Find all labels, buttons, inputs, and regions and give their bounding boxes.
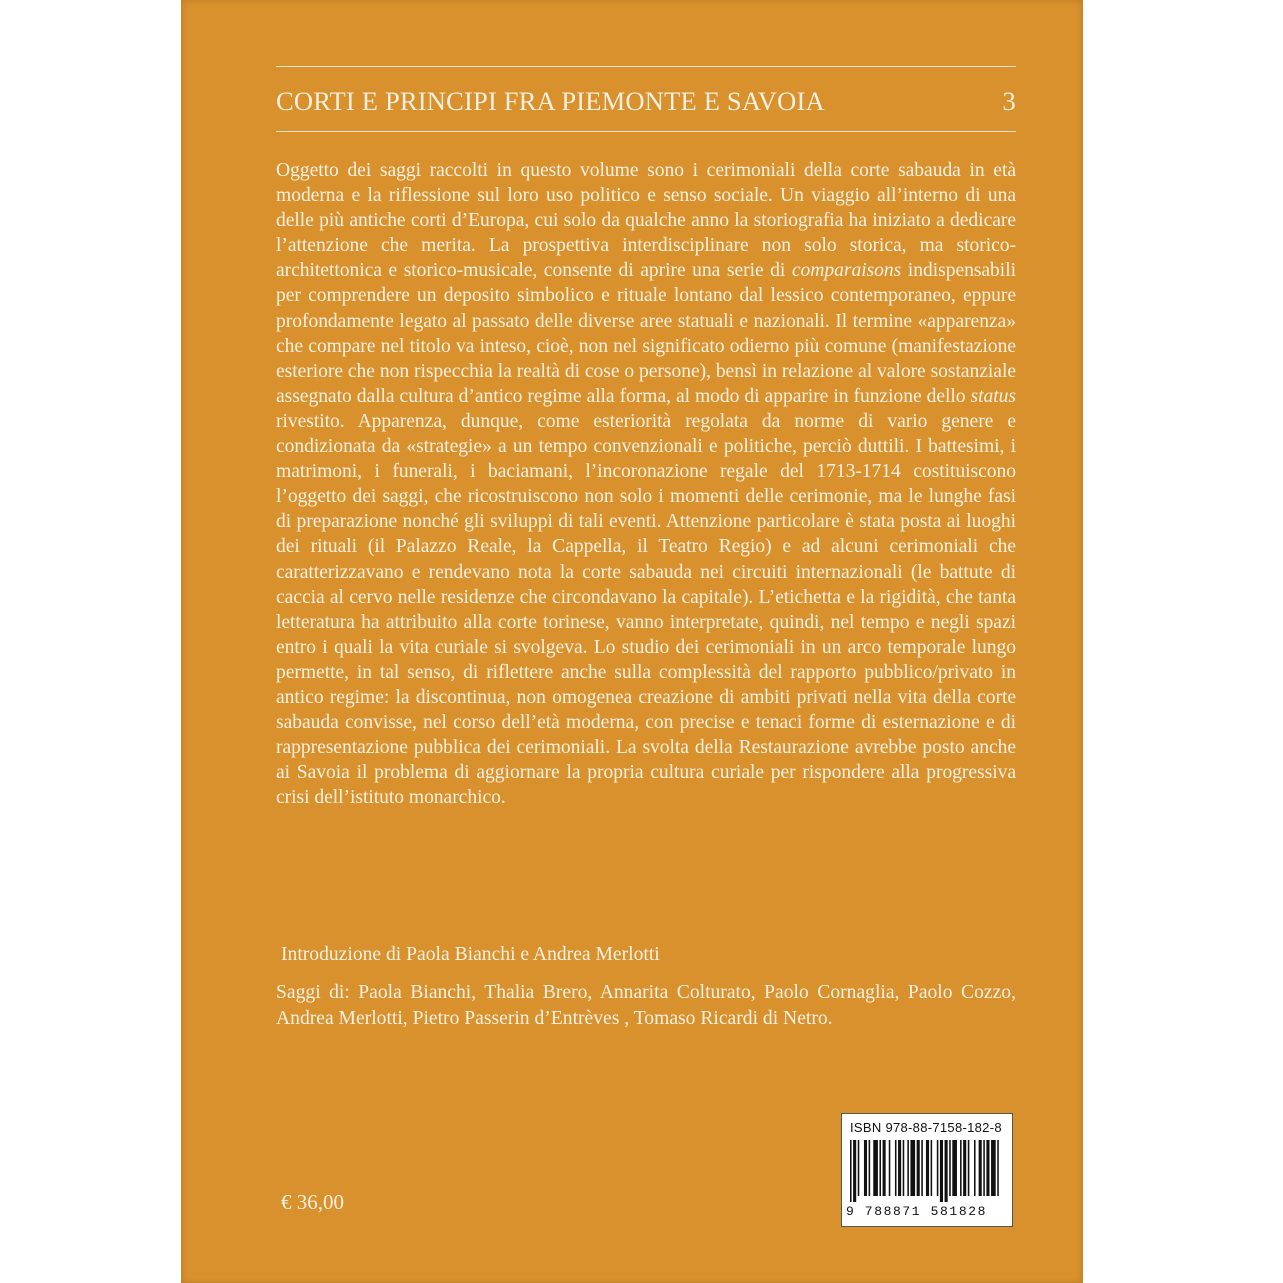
barcode-bar [945, 1140, 948, 1202]
introduction-credit: Introduzione di Paola Bianchi e Andrea Merlotti [281, 944, 660, 965]
barcode-bar [937, 1140, 939, 1196]
synopsis-part-3: rivestito. Apparenza, dunque, come esteriorità regolata da norme di vario genere e condizionata da «strategie» a un tempo convenzionali e politiche, perciò duttili. I battesimi, i matrimoni, i funerali, i baciamani, l’incoronazione regale del 1713-1714 costituiscono l’oggetto dei saggi, che ricostruiscono non solo i momenti delle cerimonie, ma le lunghe fasi di preparazione nonché gli sviluppi di tali eventi. Attenzione particolare è stata posta ai luoghi dei rituali (il Palazzo Reale, la Cappella, il Teatro Regio) e ad alcuni cerimoniali che caratterizzavano e rendevano nota la corte sabauda nei circuiti internazionali (le battute di caccia al cervo nelle residenze che circondavano la capitale). L’etichetta e la rigidità, che tanta letteratura ha attribuito alla corte torinese, vanno interpretate, quindi, nel tempo e negli spazi entro i quali la vita curiale si svolgeva. Lo studio dei cerimoniali in un arco temporale lungo permette, in tal senso, di riflettere anche sulla complessità del rapporto pubblico/privato in antico regime: la discontinua, non omogenea creazione di ambiti privati nella vita della corte sabauda convisse, nel corso dell’età moderna, con precise e tenaci forme di esternazione e di rappresentazione pubblica dei cerimoniali. La svolta della Restaurazione avrebbe posto anche ai Savoia il problema di aggiornare la propria cultura curiale per rispondere alla progressiva crisi dell’istituto monarchico. [276, 410, 1016, 809]
barcode-bar [910, 1140, 915, 1196]
barcode-bar [963, 1140, 966, 1196]
barcode-bar [997, 1140, 999, 1196]
barcode-bar [879, 1140, 881, 1196]
barcode-bar [991, 1140, 996, 1196]
series-header [276, 86, 1016, 117]
barcode-bar [889, 1140, 891, 1196]
header-rule [276, 131, 1016, 132]
barcode-bar [907, 1140, 909, 1196]
series-title: CORTI E PRINCIPI FRA PIEMONTE E SAVOIA [276, 86, 825, 116]
top-rule [276, 66, 1016, 67]
ean-digits: 9 788871 581828 [846, 1204, 988, 1219]
barcode-bar [917, 1140, 920, 1196]
barcode-bar [974, 1140, 976, 1196]
barcode-bar [898, 1140, 901, 1196]
isbn-label: ISBN 978-88-7158-182-8 [850, 1120, 1002, 1135]
barcode-bar [926, 1140, 929, 1196]
synopsis-part-2: indispensabili per comprendere un deposito simbolico e rituale lontano dal lessico contemporaneo, eppure profondamente legato al passato delle diverse aree statuali e nazionali. Il termine «apparenza» che compare nel titolo va inteso, cioè, non nel significato odierno più comune (manifestazione esteriore che non rispecchia la realtà di cose o persone), bensì in relazione al valore sostanziale assegnato dalla cultura d’antico regime alla forma, al modo di apparire in funzione dello [276, 260, 1016, 407]
series-number: 3 [1002, 86, 1016, 116]
barcode-bar [883, 1140, 886, 1196]
barcode-bar [983, 1140, 985, 1196]
barcode-bar [968, 1140, 970, 1196]
barcode-bar [850, 1140, 852, 1202]
barcode-bar [949, 1140, 951, 1196]
barcode-bar [986, 1140, 989, 1196]
barcode-bar [858, 1140, 860, 1196]
barcode-bar [864, 1140, 867, 1196]
barcode-bar [952, 1140, 957, 1196]
synopsis-italic-1: comparaisons [791, 260, 902, 282]
isbn-barcode-box [841, 1113, 1013, 1227]
barcode-bar [940, 1140, 943, 1202]
price-label: € 36,00 [281, 1190, 344, 1214]
barcode-bar [895, 1140, 897, 1196]
book-back-cover [181, 0, 1083, 1283]
barcode-bar [853, 1140, 856, 1202]
synopsis-text [276, 158, 1016, 810]
barcode-bar [869, 1140, 871, 1196]
barcode-bar [931, 1140, 933, 1196]
barcode-bar [873, 1140, 878, 1196]
synopsis-part-1: Oggetto dei saggi raccolti in questo volume sono i cerimoniali della corte sabauda in età moderna e la riflessione sul loro uso politico e senso sociale. Un viaggio all’interno di una delle più antiche corti d’Europa, cui solo da qualche anno la storiografia ha iniziato a dedicare l’attenzione che merita. La prospettiva interdisciplinare non solo storica, ma storico-architettonica e storico-musicale, consente di aprire una serie di [276, 160, 1016, 282]
barcode-image [850, 1140, 1004, 1202]
essays-credit: Saggi di: Paola Bianchi, Thalia Brero, Annarita Colturato, Paolo Cornaglia, Paolo Cozzo, Andrea Merlotti, Pietro Passerin d’Entrèves , Tomaso Ricardi di Netro. [276, 982, 1016, 1029]
barcode-bar [921, 1140, 923, 1196]
synopsis-italic-2: status [970, 385, 1016, 407]
barcode-bar [960, 1140, 962, 1196]
barcode-bar [903, 1140, 905, 1196]
barcode-bar [979, 1140, 982, 1196]
